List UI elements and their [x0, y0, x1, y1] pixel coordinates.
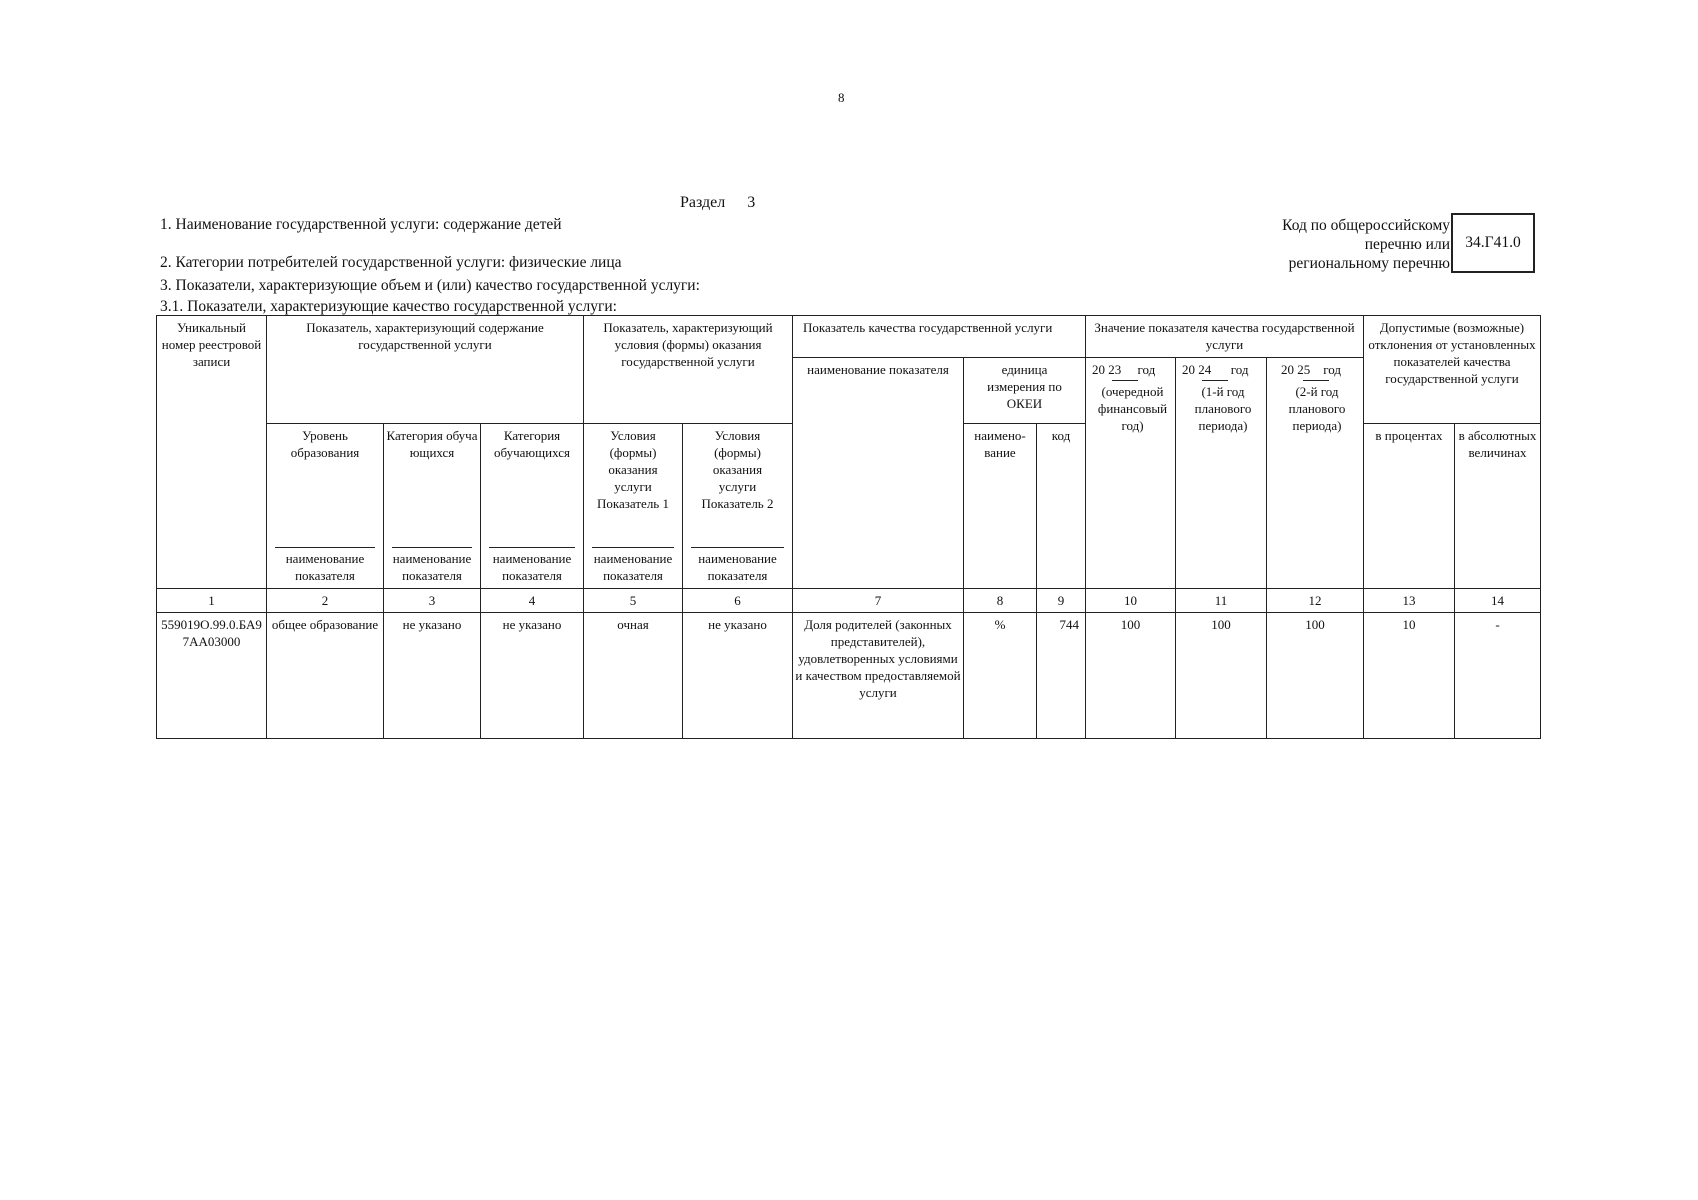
- indicators-line: 3. Показатели, характеризующие объем и (или) качество государственной услуги:: [160, 277, 700, 294]
- quality-table: [156, 315, 1541, 739]
- col-number: 6: [683, 589, 793, 613]
- cell-deviation-abs: -: [1455, 613, 1541, 739]
- col-number: 5: [584, 589, 683, 613]
- year-2023-word: год: [1137, 362, 1156, 377]
- year-2025-underline: [1303, 380, 1329, 381]
- header-unit-code: код: [1037, 424, 1086, 589]
- col-number: 12: [1267, 589, 1364, 613]
- cell-code: 744: [1037, 613, 1086, 739]
- code-label-3: региональному перечню: [1288, 255, 1450, 272]
- code-label: [1240, 216, 1450, 273]
- section-number: 3: [747, 194, 756, 211]
- header-condition-1: [584, 424, 683, 589]
- year-2025-desc: (2-й год планового периода): [1288, 384, 1346, 433]
- cell-condition-1: очная: [584, 613, 683, 739]
- col-number: 7: [793, 589, 964, 613]
- col-number: 1: [157, 589, 267, 613]
- year-2023-desc: (очередной финансовый год): [1097, 384, 1168, 433]
- header-quality-indicator: Показатель качества государственной услуги: [793, 316, 1086, 358]
- col-number: 2: [267, 589, 384, 613]
- section-label: Раздел: [680, 194, 726, 211]
- table-row: [157, 613, 1541, 739]
- col-number: 13: [1364, 589, 1455, 613]
- cell-category-2: не указано: [481, 613, 584, 739]
- year-2023-underline: [1112, 380, 1138, 381]
- header-quality-value: Значение показателя качества государственной услуги: [1086, 316, 1364, 358]
- condition-2-label: Условия (формы) оказания услуги Показатель 2: [701, 428, 774, 511]
- code-box: [1451, 213, 1535, 273]
- header-category-1: [384, 424, 481, 589]
- category-2-sublabel: наименование показателя: [489, 547, 575, 584]
- header-deviation-pct: в процентах: [1364, 424, 1455, 589]
- col-number: 8: [964, 589, 1037, 613]
- code-label-2: перечню или: [1364, 236, 1450, 253]
- cell-category-1: не указано: [384, 613, 481, 739]
- year-2023-num: 20 23: [1092, 362, 1122, 377]
- year-2024-word: год: [1230, 362, 1249, 377]
- code-label-1: Код по общероссийскому: [1282, 217, 1450, 234]
- year-2025-word: год: [1323, 362, 1341, 377]
- header-year-2024: [1176, 358, 1267, 589]
- header-record-number: Уникальный номер реестровой записи: [157, 316, 267, 589]
- category-2-label: Категория обучающихся: [494, 428, 570, 460]
- level-sublabel: наименование показателя: [275, 547, 375, 584]
- year-2025-num: 20 25: [1281, 362, 1311, 377]
- header-deviation: Допустимые (возможные) отклонения от установленных показателей качества государственной услуги: [1364, 316, 1541, 424]
- consumer-category-line: 2. Категории потребителей государственной услуги: физические лица: [160, 254, 622, 271]
- cell-record-id: 559019О.99.0.БА97АА03000: [157, 613, 267, 739]
- header-unit: единица измерения по ОКЕИ: [964, 358, 1086, 424]
- page-number: 8: [838, 90, 845, 105]
- year-2024-underline: [1202, 380, 1228, 381]
- service-name-line: 1. Наименование государственной услуги: содержание детей: [160, 216, 562, 233]
- year-2024-num: 20 24: [1182, 362, 1212, 377]
- header-indicator-name: наименование показателя: [793, 358, 964, 589]
- section-title: [680, 194, 755, 212]
- col-number: 9: [1037, 589, 1086, 613]
- header-content-indicator: Показатель, характеризующий содержание государственной услуги: [267, 316, 584, 424]
- cell-value-2023: 100: [1086, 613, 1176, 739]
- cell-condition-2: не указано: [683, 613, 793, 739]
- col-number: 11: [1176, 589, 1267, 613]
- cell-indicator: Доля родителей (законных представителей), удовлетворенных условиями и качеством предоставляемой услуги: [793, 613, 964, 739]
- col-number: 4: [481, 589, 584, 613]
- cell-deviation-pct: 10: [1364, 613, 1455, 739]
- cell-level: общее образование: [267, 613, 384, 739]
- header-year-2025: [1267, 358, 1364, 589]
- col-number: 14: [1455, 589, 1541, 613]
- code-value: 34.Г41.0: [1465, 234, 1521, 251]
- level-label: Уровень образования: [290, 428, 360, 460]
- year-2024-desc: (1-й год планового периода): [1194, 384, 1252, 433]
- col-number: 10: [1086, 589, 1176, 613]
- col-number: 3: [384, 589, 481, 613]
- condition-2-sublabel: наименование показателя: [691, 547, 784, 584]
- cell-value-2024: 100: [1176, 613, 1267, 739]
- category-1-sublabel: наименование показателя: [392, 547, 472, 584]
- category-1-label: Категория обучающихся: [386, 428, 478, 460]
- header-category-2: [481, 424, 584, 589]
- quality-indicators-line: [160, 298, 617, 316]
- quality-indicators-text: 3.1. Показатели, характеризующие качество государственной услуги:: [160, 298, 617, 315]
- header-condition-indicator: Показатель, характеризующий условия (формы) оказания государственной услуги: [584, 316, 793, 424]
- condition-1-label: Условия (формы) оказания услуги Показатель 1: [597, 428, 669, 511]
- condition-1-sublabel: наименование показателя: [592, 547, 674, 584]
- header-level: [267, 424, 384, 589]
- cell-value-2025: 100: [1267, 613, 1364, 739]
- header-condition-2: [683, 424, 793, 589]
- header-unit-name: наимено-вание: [964, 424, 1037, 589]
- header-deviation-abs: в абсолютных величинах: [1455, 424, 1541, 589]
- cell-unit: %: [964, 613, 1037, 739]
- header-year-2023: [1086, 358, 1176, 589]
